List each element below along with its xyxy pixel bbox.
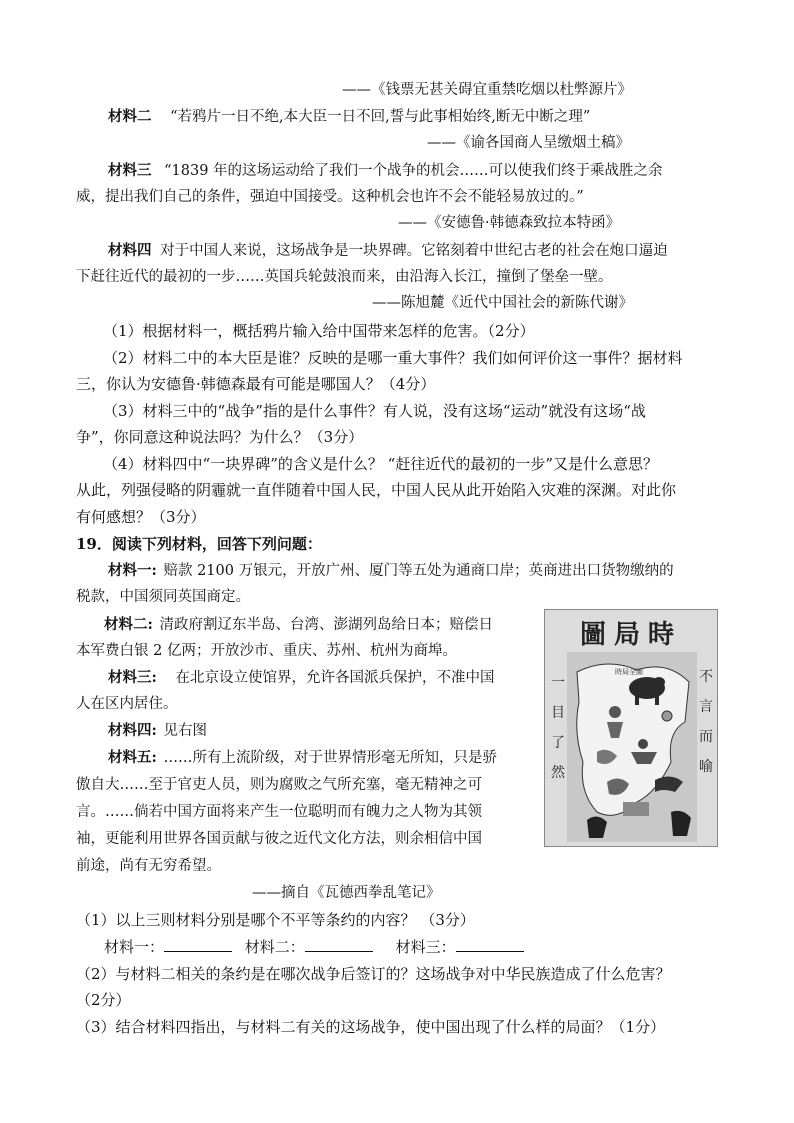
material-2 bbox=[108, 106, 590, 128]
material-4-label: 材料四 bbox=[108, 242, 152, 259]
q18-sub4-line1: （4）材料四中“一块界碑”的含义是什么？ “赶往近代的最初的一步”又是什么意思？ bbox=[103, 455, 658, 473]
q19-material-3-line1: 材料三: 在北京设立使馆界，允许各国派兵保护，不准中国 bbox=[108, 669, 495, 686]
q19-material-3-label: 材料三: bbox=[108, 669, 157, 686]
shiju-tu-figure bbox=[544, 609, 718, 847]
material-2-label: 材料二 bbox=[108, 108, 152, 125]
q19-sub2-line1: （2）与材料二相关的条约是在哪次战争后签订的？这场战争对中华民族造成了什么危害？ bbox=[76, 965, 671, 983]
figure-title: 圖局時 bbox=[579, 620, 682, 650]
q19-sub3: （3）结合材料四指出，与材料二有关的这场战争，使中国出现了什么样的局面？（1分） bbox=[76, 1018, 666, 1036]
q19-material-1-line1: 材料一: 赔款 2100 万银元，开放广州、厦门等五处为通商口岸；英商进出口货物缴纳的 bbox=[108, 562, 674, 579]
q19-material-2-line1: 材料二: 清政府割辽东半岛、台湾、澎湖列岛给日本；赔偿日 bbox=[104, 616, 493, 633]
q19-material-2-line2: 本军费白银 2 亿两；开放沙市、重庆、苏州、杭州为商埠。 bbox=[76, 643, 457, 659]
q18-sub3-line1: （3）材料三中的“战争”指的是什么事件？有人说，没有这场“运动”就没有这场“战 bbox=[103, 402, 646, 420]
q18-sub1: （1）根据材料一，概括鸦片输入给中国带来怎样的危害。（2分） bbox=[103, 322, 535, 340]
figure-illustration bbox=[567, 652, 697, 842]
answer-1-blank[interactable] bbox=[164, 937, 232, 952]
material-2-source: ——《谕各国商人呈缴烟土稿》 bbox=[427, 135, 630, 151]
q19-material-5-source: ——摘自《瓦德西拳乱笔记》 bbox=[252, 885, 441, 901]
figure-left-caption: 一目了然 bbox=[551, 675, 565, 781]
answer-2-blank[interactable] bbox=[305, 937, 373, 952]
material-2-text: “若鸦片一日不绝,本大臣一日不回,誓与此事相始终,断无中断之理” bbox=[170, 109, 591, 125]
q19-material-4-label: 材料四: bbox=[108, 722, 157, 739]
q19-material-5-label: 材料五: bbox=[108, 749, 157, 766]
answer-2-label: 材料二： bbox=[244, 938, 305, 956]
material-1-source: ——《钱票无甚关碍宜重禁吃烟以杜弊源片》 bbox=[342, 82, 632, 98]
q19-material-5-line2: 傲自大……至于官吏人员，则为腐败之气所充塞，毫无精神之可 bbox=[76, 777, 482, 793]
q19-material-5-line1: 材料五: ……所有上流阶级，对于世界情形毫无所知，只是骄 bbox=[108, 749, 497, 766]
q19-material-5-line5: 前途，尚有无穷希望。 bbox=[76, 858, 221, 874]
material-4-line2: 下赶往近代的最初的一步……英国兵轮鼓浪而来，由沿海入长江，撞倒了堡垒一壁。 bbox=[76, 269, 613, 285]
material-3-line1: 材料三 “1839 年的这场运动给了我们一个战争的机会……可以使我们终于乘战胜之余 bbox=[108, 162, 663, 179]
q18-sub4-line3: 有何感想？（3分） bbox=[76, 508, 206, 526]
q18-sub4-line2: 从此，列强侵略的阴霾就一直伴随着中国人民，中国人民从此开始陷入灾难的深渊。对此你 bbox=[76, 481, 677, 499]
q19-material-3-line2: 人在区内居住。 bbox=[76, 696, 178, 712]
material-4-line1: 材料四 对于中国人来说，这场战争是一块界碑。它铭刻着中世纪古老的社会在炮口逼迫 bbox=[108, 242, 668, 259]
q19-material-1-line2: 税款，中国须同英国商定。 bbox=[76, 589, 250, 605]
q19-material-5-line3: 言。……倘若中国方面将来产生一位聪明而有魄力之人物为其领 bbox=[76, 804, 482, 820]
figure-right-caption: 不言而喻 bbox=[699, 669, 713, 775]
q19-sub1: （1）以上三则材料分别是哪个不平等条约的内容？ （3分） bbox=[76, 911, 475, 929]
material-3-source: ——《安德鲁·韩德森致拉本特函》 bbox=[398, 215, 621, 231]
q18-sub2-line2: 三，你认为安德鲁·韩德森最有可能是哪国人？（4分） bbox=[76, 375, 436, 393]
q19-heading: 19．阅读下列材料，回答下列问题： bbox=[76, 535, 322, 553]
answer-3-label: 材料三： bbox=[395, 938, 456, 956]
q18-sub3-line2: 争”，你同意这种说法吗？为什么？（3分） bbox=[76, 428, 364, 446]
material-3-line2: 威，提出我们自己的条件，强迫中国接受。这种机会也许不会不能轻易放过的。” bbox=[76, 189, 584, 205]
q19-material-2-label: 材料二: bbox=[104, 616, 153, 633]
answer-1-label: 材料一： bbox=[104, 938, 165, 956]
figure-small-caption: 時局全圖 bbox=[615, 668, 643, 676]
q19-material-4: 材料四: 见右图 bbox=[108, 722, 207, 739]
material-4-source: ——陈旭麓《近代中国社会的新陈代谢》 bbox=[372, 295, 633, 311]
q19-sub2-line2: （2分） bbox=[76, 991, 131, 1009]
q19-material-1-label: 材料一: bbox=[108, 562, 157, 579]
q19-answer-row bbox=[104, 936, 524, 958]
material-3-label: 材料三 bbox=[108, 162, 152, 179]
q18-sub2-line1: （2）材料二中的本大臣是谁？反映的是哪一重大事件？我们如何评价这一事件？据材料 bbox=[103, 349, 683, 367]
q19-material-5-line4: 袖，更能利用世界各国贡献与彼之近代文化方法，则余相信中国 bbox=[76, 831, 482, 847]
answer-3-blank[interactable] bbox=[456, 937, 524, 952]
